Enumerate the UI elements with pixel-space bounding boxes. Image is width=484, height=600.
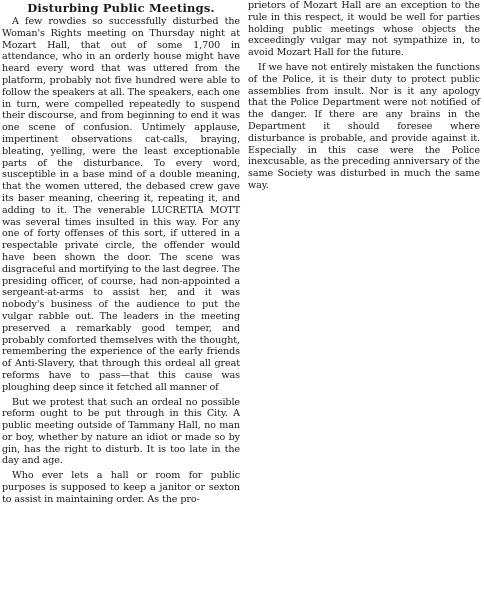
article-paragraph-2: But we protest that such an ordeal no possible reform ought to be put through in this City. A public meeting outside of Tammany Hall, no man or boy, whether by nature an idiot or made so by gin, has the right to disturb. It is too late in the day and age. [2, 396, 240, 467]
article-paragraph-5: If we have not entirely mistaken the functions of the Police, it is their duty to protect public assemblies from insult. Nor is it any apology that the Police Department were not notified of the danger. If there are any brains in the Department it should foresee where disturbance is probable, and provide against it. Especially in this case were the Police inexcusable, as the preceding anniversary of the same Society was disturbed in much the same way. [248, 61, 480, 191]
article-paragraph-3: Who ever lets a hall or room for public purposes is supposed to keep a janitor or sexton to assist in maintaining order. As the pro- [2, 470, 240, 505]
article-paragraph-4: prietors of Mozart Hall are an exception to the rule in this respect, it would be well for parties holding public meetings whose objects the exceedingly vulgar may not sympathize in, to avoid Mozart Hall for the future. [248, 0, 480, 59]
article-headline: Disturbing Public Meetings. [27, 1, 215, 15]
left-column [2, 0, 240, 506]
right-column [248, 0, 480, 192]
article-paragraph-1: A few rowdies so successfully disturbed the Woman's Rights meeting on Thursday night at Mozart Hall, that out of some 1,700 in attendance, who in an orderly house might have heard every word that was uttered from the platform, probably not five hundred were able to follow the speakers at all. The speakers, each one in turn, were compelled repeatedly to suspend their discourse, and from beginning to end it was one scene of confusion. Untimely applause, impertinent observations cat-calls, braying, bleating, yelling, were the least exceptionable parts of the disturbance. To every word, susceptible in a base mind of a double meaning, that the women uttered, the debased crew gave its baser meaning, cheering it, repeating it, and adding to it. The venerable LUCRETIA MOTT was several times insulted in this way. For any one of forty offenses of this sort, if uttered in a respectable private circle, the offender would have been shown the door. The scene was disgraceful and mortifying to the last degree. The presiding officer, of course, had non-appointed a sergeant-at-arms to assist her, and it was nobody's business of the audience to put the vulgar rabble out. The leaders in the meeting preserved a remarkably good temper, and probably comforted themselves with the thought, remembering the experience of the early friends of Anti-Slavery, that through this ordeal all great reforms have to pass—that this cause was ploughing deep since it fetched all manner of [2, 16, 240, 393]
